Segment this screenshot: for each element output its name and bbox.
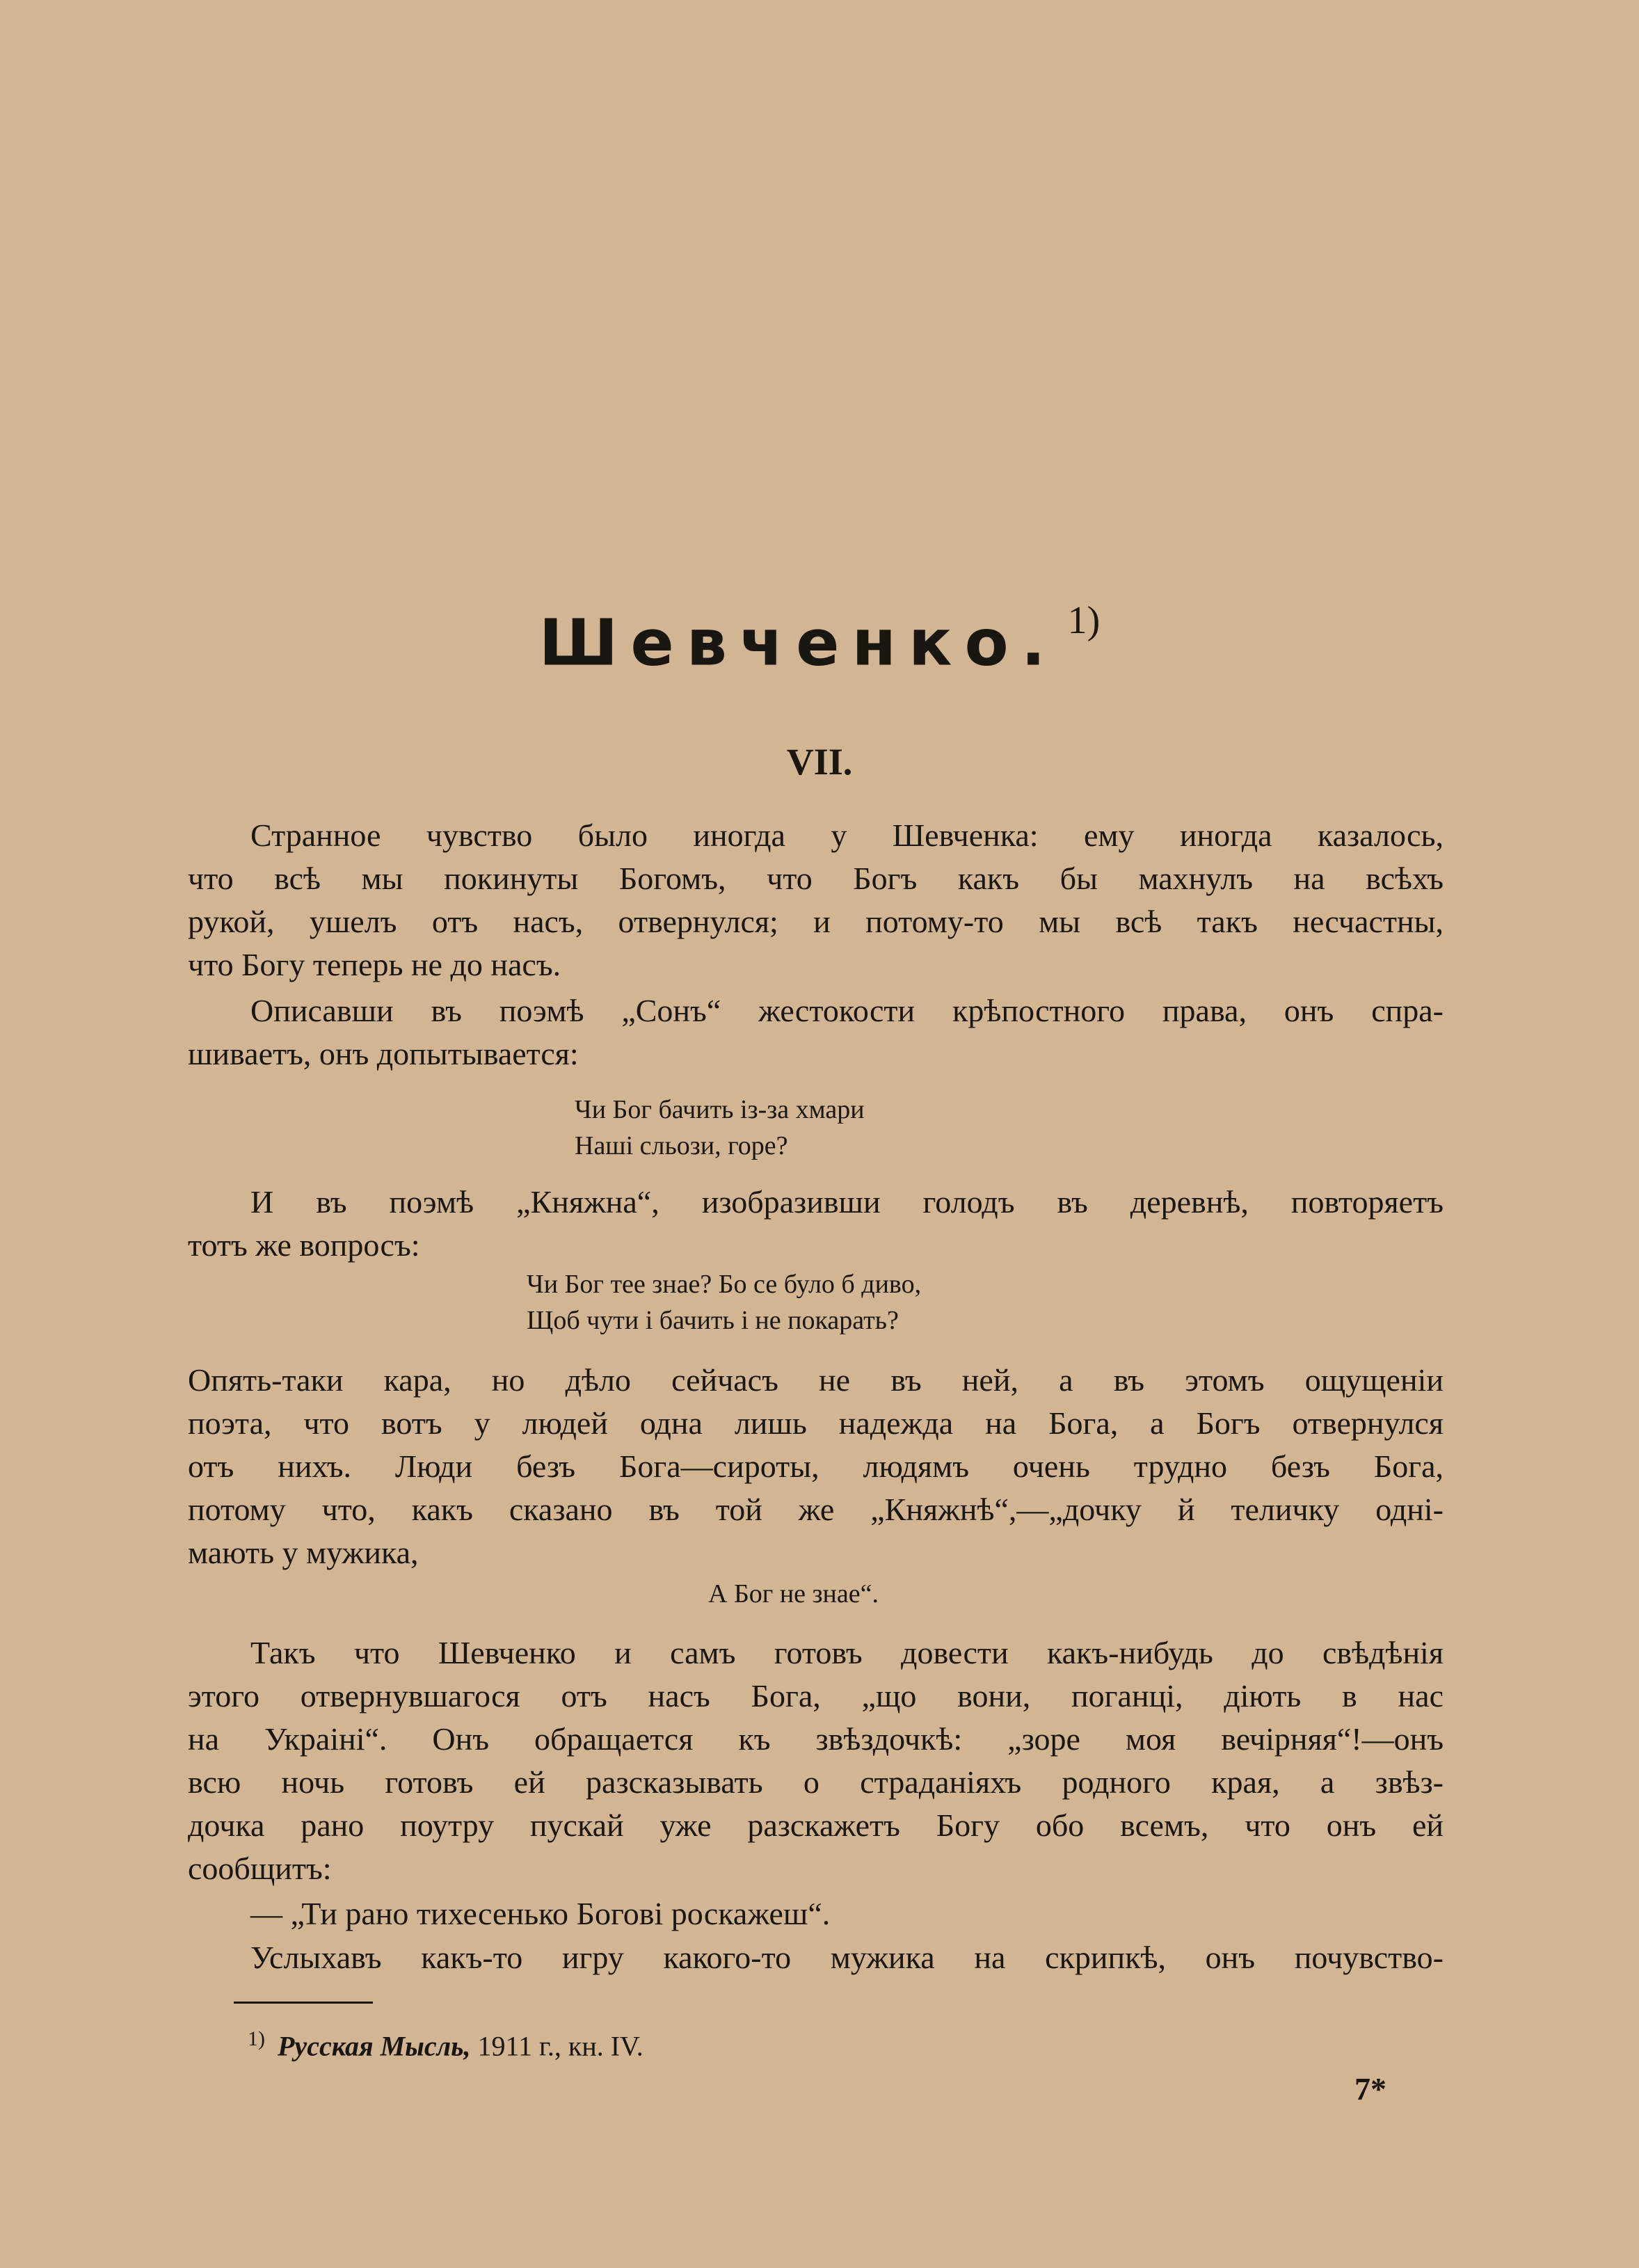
text-line: И въ поэмѣ „Княжна“, изобразивши голодъ въ деревнѣ, повторяетъ <box>250 1184 1444 1220</box>
text-line: что всѣ мы покинуты Богомъ, что Богъ какъ бы махнулъ на всѣхъ <box>188 861 1444 896</box>
text-line: что Богу теперь не до насъ. <box>188 947 561 982</box>
title-text: Шевченко. <box>538 605 1058 680</box>
text-line: мають у мужика, <box>188 1535 419 1570</box>
text-line: Такъ что Шевченко и самъ готовъ довести какъ-нибудь до свѣдѣнія <box>250 1635 1444 1670</box>
text-line: Странное чувство было иногда у Шевченка: ему иногда казалось, <box>250 817 1444 853</box>
text-line: Описавши въ поэмѣ „Сонъ“ жестокости крѣпостного права, онъ спра- <box>250 993 1444 1028</box>
footnote-details: 1911 г., кн. IV. <box>477 2030 643 2062</box>
footnote-divider <box>234 2002 373 2004</box>
footnote-journal: Русская Мысль, <box>278 2030 471 2062</box>
text-line: Услыхавъ какъ-то игру какого-то мужика на скрипкѣ, онъ почувство- <box>250 1940 1444 1975</box>
footnote <box>248 2021 643 2064</box>
text-line: шиваетъ, онъ допытывается: <box>188 1036 579 1071</box>
paragraph-6 <box>188 1892 1444 1935</box>
verse-line: Чи Бог бачить із-за хмари <box>575 1095 865 1124</box>
paragraph-1 <box>188 814 1444 987</box>
title-footnote-mark: 1) <box>1067 599 1101 642</box>
footnote-mark: 1) <box>248 2027 265 2050</box>
text-line: тотъ же вопросъ: <box>188 1227 420 1263</box>
text-line: поэта, что вотъ у людей одна лишь надежда на Бога, а Богъ отвернулся <box>188 1405 1444 1441</box>
verse-quote-3 <box>708 1576 879 1612</box>
text-line: потому что, какъ сказано въ той же „Княжнѣ“,—„дочку й теличку одні- <box>188 1492 1444 1527</box>
paragraph-5 <box>188 1631 1444 1890</box>
text-line: рукой, ушелъ отъ насъ, отвернулся; и потому-то мы всѣ такъ несчастны, <box>188 904 1444 939</box>
paragraph-3 <box>188 1181 1444 1267</box>
page-title <box>0 599 1639 680</box>
paragraph-4 <box>188 1359 1444 1574</box>
verse-quote-1 <box>575 1092 865 1164</box>
verse-line: Щоб чути і бачить і не покарать? <box>527 1306 899 1335</box>
text-line: дочка рано поутру пускай уже разскажетъ Богу обо всемъ, что онъ ей <box>188 1807 1444 1843</box>
verse-line: А Бог не знае“. <box>708 1579 879 1608</box>
paragraph-2 <box>188 989 1444 1076</box>
verse-line: Чи Бог тее знае? Бо се було б диво, <box>527 1270 922 1299</box>
verse-line: Наші сльози, горе? <box>575 1131 788 1160</box>
text-line: сообщитъ: <box>188 1851 332 1886</box>
text-line: на Украіні“. Онъ обращается къ звѣздочкѣ: „зоре моя вечірняя“!—онъ <box>188 1721 1444 1757</box>
text-line: всю ночь готовъ ей разсказывать о страданіяхъ родного края, а звѣз- <box>188 1764 1444 1800</box>
page-number: 7* <box>1354 2071 1386 2107</box>
paragraph-7 <box>188 1936 1444 1979</box>
verse-quote-2 <box>527 1266 921 1339</box>
text-line: Опять-таки кара, но дѣло сейчасъ не въ ней, а въ этомъ ощущеніи <box>188 1362 1444 1398</box>
text-line: — „Ти рано тихесенько Богові роскажеш“. <box>250 1896 831 1931</box>
chapter-heading: VII. <box>786 741 853 783</box>
text-line: отъ нихъ. Люди безъ Бога—сироты, людямъ очень трудно безъ Бога, <box>188 1448 1444 1484</box>
text-line: этого отвернувшагося отъ насъ Бога, „що вони, поганці, діють в нас <box>188 1678 1444 1714</box>
